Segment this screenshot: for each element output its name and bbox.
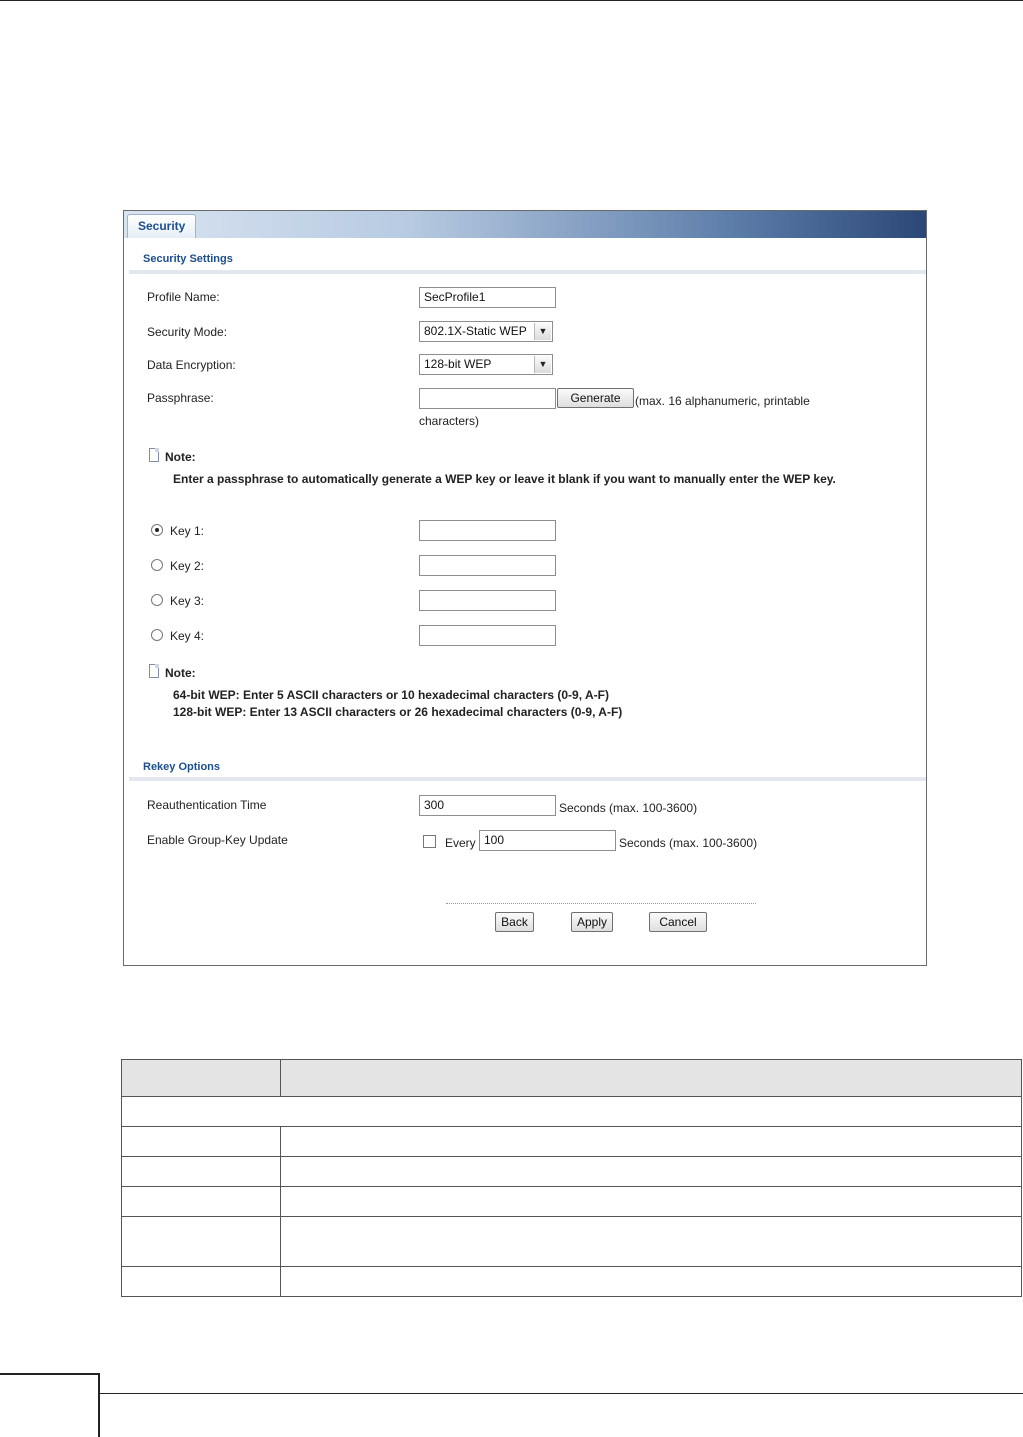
table-cell bbox=[281, 1187, 1022, 1217]
table-cell bbox=[122, 1157, 281, 1187]
passphrase-hint: (max. 16 alphanumeric, printable bbox=[635, 394, 810, 408]
reauth-time-label: Reauthentication Time bbox=[147, 798, 267, 812]
table-header-cell bbox=[281, 1060, 1022, 1097]
passphrase-label: Passphrase: bbox=[147, 391, 214, 405]
security-mode-select[interactable] bbox=[419, 321, 553, 342]
note-line-128bit: 128-bit WEP: Enter 13 ASCII characters or 26 hexadecimal characters (0-9, A-F) bbox=[173, 705, 623, 719]
page-number-box bbox=[0, 1373, 100, 1437]
section-divider bbox=[129, 777, 926, 781]
group-key-interval-input[interactable]: 100 bbox=[479, 830, 616, 851]
table-cell bbox=[281, 1157, 1022, 1187]
table-cell bbox=[122, 1217, 281, 1267]
data-encryption-value: 128-bit WEP bbox=[424, 357, 492, 371]
note-title: Note: bbox=[165, 666, 196, 680]
table-row bbox=[122, 1157, 1022, 1187]
generate-button[interactable]: Generate bbox=[557, 388, 634, 408]
table-row bbox=[122, 1267, 1022, 1297]
security-settings-title: Security Settings bbox=[143, 253, 233, 265]
key-3-radio[interactable] bbox=[151, 594, 163, 606]
page-top-rule bbox=[0, 0, 1023, 1]
table-header-row bbox=[122, 1060, 1022, 1097]
key-3-label: Key 3: bbox=[170, 594, 205, 608]
profile-name-input[interactable]: SecProfile1 bbox=[419, 287, 556, 308]
table-cell bbox=[122, 1097, 1022, 1127]
passphrase-input[interactable] bbox=[419, 388, 556, 409]
data-encryption-label: Data Encryption: bbox=[147, 358, 236, 372]
cancel-button[interactable]: Cancel bbox=[649, 912, 707, 932]
key-2-label: Key 2: bbox=[170, 559, 205, 573]
footer-rule bbox=[0, 1393, 1023, 1394]
note-text: Enter a passphrase to automatically generate a WEP key or leave it blank if you want to manually enter the WEP key. bbox=[173, 472, 836, 486]
chevron-down-icon[interactable]: ▼ bbox=[534, 356, 551, 373]
table-row bbox=[122, 1097, 1022, 1127]
group-key-checkbox[interactable] bbox=[423, 835, 436, 848]
key-2-radio[interactable] bbox=[151, 559, 163, 571]
reauth-time-input[interactable]: 300 bbox=[419, 795, 556, 816]
data-encryption-select[interactable] bbox=[419, 354, 553, 375]
security-screenshot bbox=[123, 210, 927, 966]
passphrase-hint-cont: characters) bbox=[419, 414, 480, 428]
tab-security[interactable]: Security bbox=[127, 214, 196, 238]
group-key-hint: Seconds (max. 100-3600) bbox=[619, 836, 758, 850]
security-mode-value: 802.1X-Static WEP bbox=[424, 324, 527, 338]
table-row bbox=[122, 1127, 1022, 1157]
table-cell bbox=[122, 1127, 281, 1157]
profile-name-label: Profile Name: bbox=[147, 290, 220, 304]
note-icon bbox=[149, 664, 159, 678]
key-4-label: Key 4: bbox=[170, 629, 205, 643]
group-key-label: Enable Group-Key Update bbox=[147, 833, 288, 847]
key-4-radio[interactable] bbox=[151, 629, 163, 641]
key-1-input[interactable] bbox=[419, 520, 556, 541]
every-label: Every bbox=[445, 836, 476, 850]
table-header-cell bbox=[122, 1060, 281, 1097]
reauth-time-hint: Seconds (max. 100-3600) bbox=[559, 801, 698, 815]
key-3-input[interactable] bbox=[419, 590, 556, 611]
rekey-options-title: Rekey Options bbox=[143, 761, 221, 773]
table-cell bbox=[281, 1127, 1022, 1157]
table-cell bbox=[281, 1267, 1022, 1297]
key-1-label: Key 1: bbox=[170, 524, 205, 538]
table-row bbox=[122, 1217, 1022, 1267]
tab-bar bbox=[124, 211, 926, 238]
table-row bbox=[122, 1187, 1022, 1217]
security-mode-label: Security Mode: bbox=[147, 325, 228, 339]
note-icon bbox=[149, 448, 159, 462]
note-title: Note: bbox=[165, 450, 196, 464]
apply-button[interactable]: Apply bbox=[571, 912, 613, 932]
key-2-input[interactable] bbox=[419, 555, 556, 576]
key-1-radio[interactable] bbox=[151, 524, 163, 536]
table-cell bbox=[122, 1187, 281, 1217]
key-4-input[interactable] bbox=[419, 625, 556, 646]
table-cell bbox=[281, 1217, 1022, 1267]
chevron-down-icon[interactable]: ▼ bbox=[534, 323, 551, 340]
button-divider bbox=[446, 903, 756, 904]
table-cell bbox=[122, 1267, 281, 1297]
section-divider bbox=[129, 270, 926, 274]
back-button[interactable]: Back bbox=[495, 912, 534, 932]
note-line-64bit: 64-bit WEP: Enter 5 ASCII characters or 10 hexadecimal characters (0-9, A-F) bbox=[173, 688, 609, 702]
description-table bbox=[121, 1059, 1022, 1297]
